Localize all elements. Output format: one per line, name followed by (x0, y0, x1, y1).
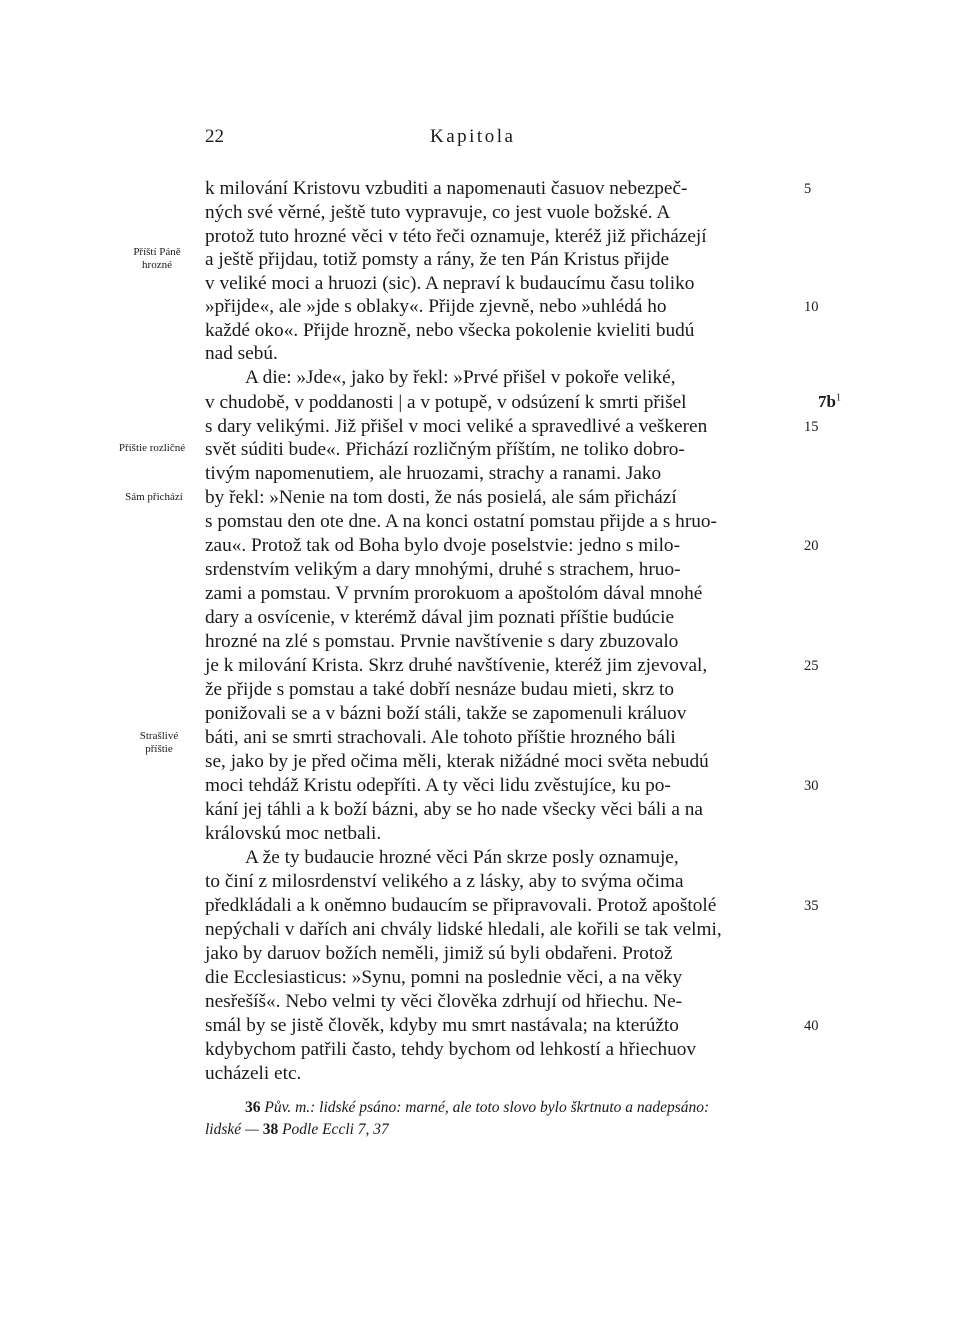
body-line: že přijde s pomstau a také dobří nesnáze budau mieti, skrz to (205, 679, 675, 700)
body-line: je k milování Krista. Skrz druhé navštívenie, kteréž jim zjevoval, (205, 655, 708, 676)
line-number: 10 (804, 299, 819, 315)
body-line: moci tehdáž Kristu odepříti. A ty věci lidu zvěstujíce, ku po- (205, 775, 671, 796)
margin-note-3 (112, 491, 196, 504)
margin-note-line: Příštie rozličné (118, 442, 186, 454)
folio-mark (818, 392, 841, 412)
line-number: 20 (804, 538, 819, 554)
body-line: báti, ani se smrti strachovali. Ale tohoto příštie hrozného báli (205, 727, 676, 748)
body-line: jako by daruov božích neměli, jimiž sú byli obdařeni. Protož (205, 943, 673, 964)
body-line: ponižovali se a v bázni boží stáli, takže se zapomenuli králuov (205, 703, 687, 724)
margin-note-line: Sám přichází (125, 491, 183, 503)
margin-note-line: Příští Páně (133, 246, 181, 258)
body-line: předkládali a k oněmno budaucím se připravovali. Protož apoštolé (205, 895, 717, 916)
body-line: v chudobě, v poddanosti | a v potupě, v odsúzení k smrti přišel (205, 392, 687, 413)
margin-note-line: příštie (145, 742, 173, 755)
body-line: A die: »Jde«, jako by řekl: »Prvé přišel v pokoře veliké, (245, 367, 676, 388)
body-line: kání jej táhli a k boží bázni, aby se ho nade všecky věci báli a na (205, 799, 703, 820)
margin-note-4 (124, 730, 194, 755)
page-number: 22 (205, 126, 224, 147)
body-line: královskú moc netbali. (205, 823, 382, 844)
body-line: protož tuto hrozné věci v této řeči oznamuje, kteréž již přicházejí (205, 226, 707, 247)
footnote-line-1 (245, 1099, 709, 1117)
running-title: Kapitola (430, 126, 516, 147)
folio-text: 7b (818, 392, 836, 411)
margin-note-line: hrozné (142, 258, 172, 271)
body-line: hrozné na zlé s pomstau. Prvnie navštívenie s dary zbuzovalo (205, 631, 679, 652)
footnote-line-2 (205, 1121, 389, 1139)
body-line: k milování Kristovu vzbuditi a napomenauti časuov nebezpeč- (205, 178, 688, 199)
footnote-text: Pův. m.: lidské psáno: marné, ale toto slovo bylo škrtnuto a nadepsáno: (260, 1099, 710, 1116)
line-number: 30 (804, 778, 819, 794)
body-line: ných své věrné, ještě tuto vypravuje, co jest vuole božské. A (205, 202, 671, 223)
margin-note-2 (104, 442, 200, 455)
body-line: každé oko«. Přijde hrozně, nebo všecka pokolenie kvieliti budú (205, 320, 695, 341)
body-line: a ještě přijdau, totiž pomsty a rány, že ten Pán Kristus přijde (205, 249, 670, 270)
body-line: dary a osvícenie, v kterémž dával jim poznati příštie budúcie (205, 607, 675, 628)
body-line: by řekl: »Nenie na tom dosti, že nás posielá, ale sám přichází (205, 487, 677, 508)
margin-note-1 (122, 246, 192, 271)
body-line: to činí z milosrdenství velikého a z lásky, aby to svýma očima (205, 871, 684, 892)
body-line: A že ty budaucie hrozné věci Pán skrze posly oznamuje, (245, 847, 679, 868)
line-number: 5 (804, 181, 812, 197)
body-line: tivým napomenutiem, ale hruozami, strachy a ranami. Jako (205, 463, 662, 484)
footnote-text: lidské — (205, 1121, 263, 1138)
footnote-number: 36 (245, 1099, 261, 1116)
body-line: srdenstvím velikým a dary mnohými, druhé s strachem, hruo- (205, 559, 681, 580)
line-number: 35 (804, 898, 819, 914)
line-number: 25 (804, 658, 819, 674)
body-line: svět súditi bude«. Přichází rozličným příštím, ne toliko dobro- (205, 439, 685, 460)
body-line: se, jako by je před očima měli, kterak nižádné moci světa nebudú (205, 751, 709, 772)
body-line: smál by se jistě člověk, kdyby mu smrt nastávala; na kterúžto (205, 1015, 679, 1036)
footnote-number: 38 (262, 1121, 279, 1138)
body-line: »přijde«, ale »jde s oblaky«. Přijde zjevně, nebo »uhlédá ho (205, 296, 667, 317)
body-line: nad sebú. (205, 343, 278, 364)
body-line: s pomstau den ote dne. A na konci ostatní pomstau přijde a s hruo- (205, 511, 717, 532)
body-line: zami a pomstau. V prvním prorokuom a apoštolóm dával mnohé (205, 583, 703, 604)
body-line: nesřešíš«. Nebo velmi ty věci člověka zdrhují od hřiechu. Ne- (205, 991, 683, 1012)
body-line: s dary velikými. Již přišel v moci veliké a spravedlivé a veškeren (205, 416, 708, 437)
line-number: 40 (804, 1018, 819, 1034)
footnote-text: Podle Eccli 7, 37 (278, 1121, 389, 1138)
folio-sup: 1 (835, 392, 841, 404)
body-line: nepýchali v dařích ani chvály lidské hledali, ale kořili se tak velmi, (205, 919, 722, 940)
margin-note-line: Strašlivé (139, 730, 179, 742)
body-line: die Ecclesiasticus: »Synu, pomni na poslednie věci, a na věky (205, 967, 683, 988)
line-number: 15 (804, 419, 819, 435)
body-line: v veliké moci a hruozi (sic). A nepraví k budaucímu času toliko (205, 273, 695, 294)
body-line: zau«. Protož tak od Boha bylo dvoje poselstvie: jedno s milo- (205, 535, 680, 556)
body-line: ucházeli etc. (205, 1063, 302, 1084)
body-line: kdybychom patřili často, tehdy bychom od lehkostí a hřiechuov (205, 1039, 697, 1060)
